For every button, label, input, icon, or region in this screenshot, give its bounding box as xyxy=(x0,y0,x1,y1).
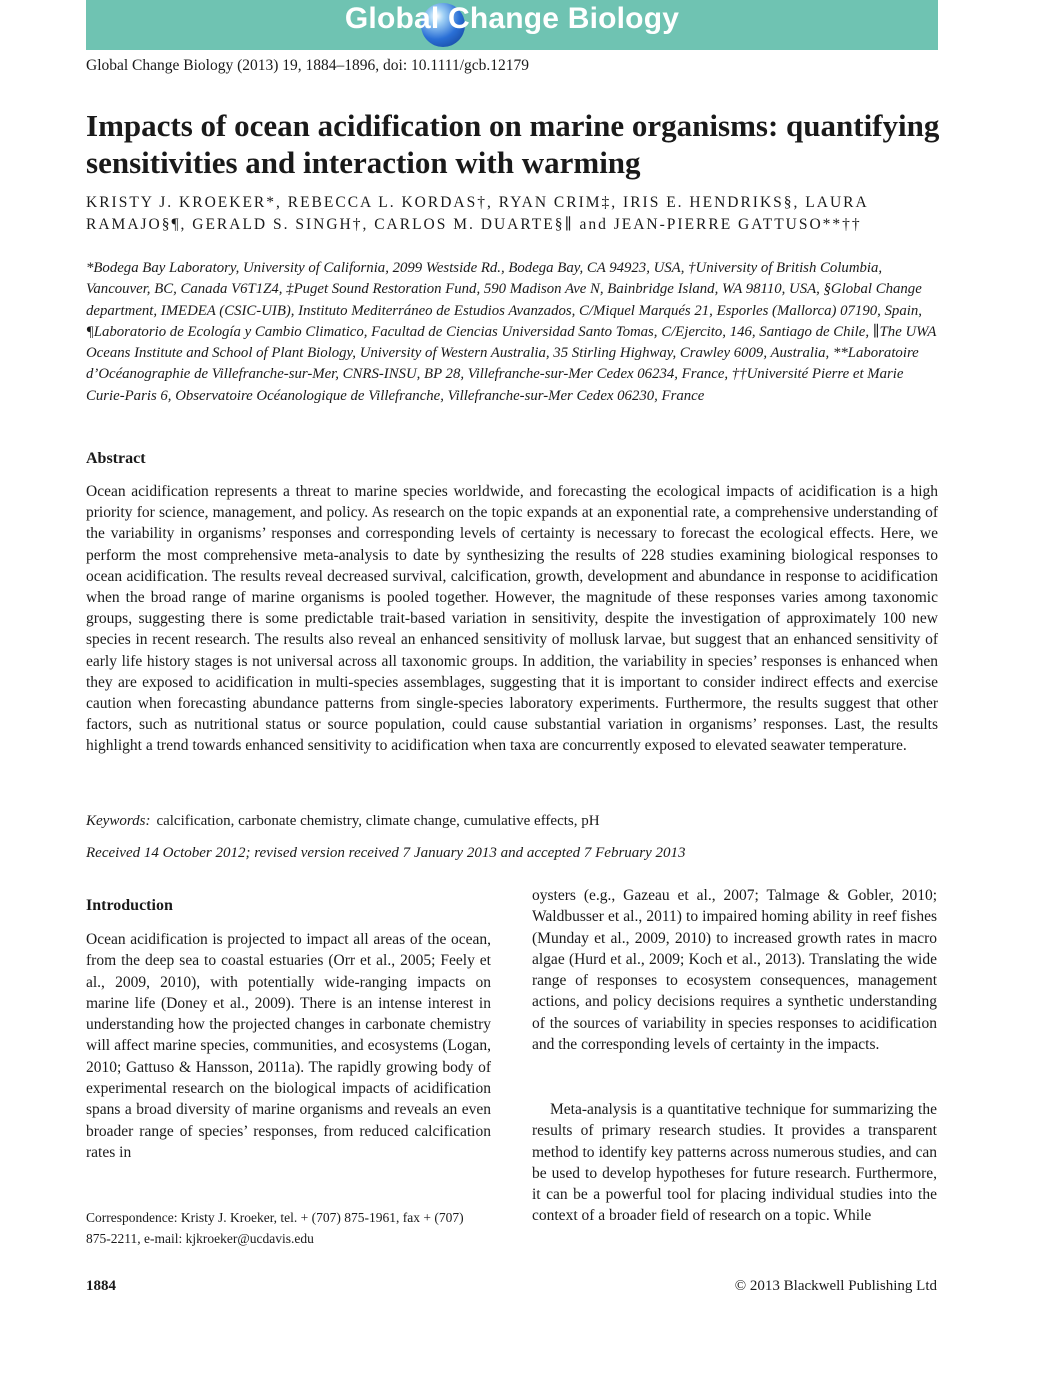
correspondence-note: Correspondence: Kristy J. Kroeker, tel. + (707) 875-1961, fax + (707) 875-2211, e-mail: kjkroeker@ucdavis.edu xyxy=(86,1210,464,1246)
copyright-notice: © 2013 Blackwell Publishing Ltd xyxy=(734,1278,937,1294)
journal-banner xyxy=(86,0,938,50)
introduction-heading: Introduction xyxy=(86,897,173,914)
introduction-right-column-paragraph-2: Meta-analysis is a quantitative technique for summarizing the results of primary research studies. It provides a transparent method to identify key patterns across numerous studies, and can be used to develop hypotheses for future research. Furthermore, it can be a powerful tool for placing individual studies into the context of a broader field of research on a topic. While xyxy=(532,1101,937,1225)
journal-name: Global Change Biology xyxy=(344,2,680,35)
author-list: KRISTY J. KROEKER*, REBECCA L. KORDAS†, RYAN CRIM‡, IRIS E. HENDRIKS§, LAURA RAMAJO§¶, GERALD S. SINGH†, CARLOS M. DUARTE§∥ and JEAN-PIERRE GATTUSO**†† xyxy=(86,194,868,233)
introduction-left-column: Ocean acidification is projected to impact all areas of the ocean, from the deep sea to coastal estuaries (Orr et al., 2005; Feely et al., 2009, 2010), with potentially wide-ranging impacts on marine life (Doney et al., 2009). There is an intense interest in understanding how the projected changes in carbonate chemistry will affect marine species, communities, and ecosystems (Logan, 2010; Gattuso & Hansson, 2011a). The rapidly growing body of experimental research on the biological impacts of acidification spans a broad diversity of marine organisms and reveals an even broader range of species’ responses, from reduced calcification rates in xyxy=(86,931,491,1161)
page-number: 1884 xyxy=(86,1278,116,1294)
keywords-list: calcification, carbonate chemistry, climate change, cumulative effects, pH xyxy=(156,813,600,829)
article-title: Impacts of ocean acidification on marine organisms: quantifying sensitivities and interaction with warming xyxy=(86,108,940,180)
keywords xyxy=(86,813,938,830)
abstract-heading: Abstract xyxy=(86,450,146,467)
affiliations: *Bodega Bay Laboratory, University of California, 2099 Westside Rd., Bodega Bay, CA 94923, USA, †University of British Columbia, Vancouver, BC, Canada V6T1Z4, ‡Puget Sound Restoration Fund, 590 Madison Ave N, Bainbridge Island, WA 98110, USA, §Global Change department, IMEDEA (CSIC-UIB), Instituto Mediterráneo de Estudios Avanzados, C/Miquel Marqués 21, Esporles (Mallorca) 07190, Spain, ¶Laboratorio de Ecología y Cambio Climatico, Facultad de Ciencias Universidad Santo Tomas, C/Ejercito, 146, Santiago de Chile, ∥The UWA Oceans Institute and School of Plant Biology, University of Western Australia, 35 Stirling Highway, Crawley 6009, Australia, **Laboratoire d’Océanographie de Villefranche-sur-Mer, CNRS-INSU, BP 28, Villefranche-sur-Mer Cedex 06234, France, ††Université Pierre et Marie Curie-Paris 6, Observatoire Océanologique de Villefranche, Villefranche-sur-Mer Cedex 06230, France xyxy=(86,260,937,404)
received-dates: Received 14 October 2012; revised version received 7 January 2013 and accepted 7 February 2013 xyxy=(86,845,686,861)
keywords-label: Keywords: xyxy=(86,813,151,829)
introduction-right-column-paragraph-1: oysters (e.g., Gazeau et al., 2007; Talmage & Gobler, 2010; Waldbusser et al., 2011) to impaired homing ability in reef fishes (Munday et al., 2009, 2010) to increased growth rates in macro algae (Hurd et al., 2009; Koch et al., 2013). Translating the wide range of responses to ecosystem consequences, management actions, and policy decisions requires a synthetic understanding of the sources of variability in species responses to acidification and the corresponding levels of certainty in the impacts. xyxy=(532,887,937,1054)
citation-line: Global Change Biology (2013) 19, 1884–1896, doi: 10.1111/gcb.12179 xyxy=(86,57,530,74)
abstract-text: Ocean acidification represents a threat to marine species worldwide, and forecasting the ecological impacts of acidification is a high priority for science, management, and policy. As research on the topic expands at an exponential rate, a comprehensive understanding of the variability in organisms’ responses and corresponding levels of certainty is necessary to forecast the ecological effects. Here, we perform the most comprehensive meta-analysis to date by synthesizing the results of 228 studies examining biological responses to ocean acidification. The results reveal decreased survival, calcification, growth, development and abundance in response to acidification when the broad range of marine organisms is pooled together. However, the magnitude of these responses varies among taxonomic groups, suggesting there is some predictable trait-based variation in sensitivity, despite the investigation of approximately 100 new species in recent research. The results also reveal an enhanced sensitivity of mollusk larvae, but suggest that an enhanced sensitivity of early life history stages is not universal across all taxonomic groups. In addition, the variability in species’ responses is enhanced when they are exposed to acidification in multi-species assemblages, suggesting that it is important to consider indirect effects and exercise caution when forecasting abundance patterns from single-species laboratory experiments. Furthermore, the results suggest that other factors, such as nutritional status or source population, could cause substantial variation in organisms’ responses. Last, the results highlight a trend towards enhanced sensitivity to acidification when taxa are concurrently exposed to elevated seawater temperature. xyxy=(86,483,938,755)
